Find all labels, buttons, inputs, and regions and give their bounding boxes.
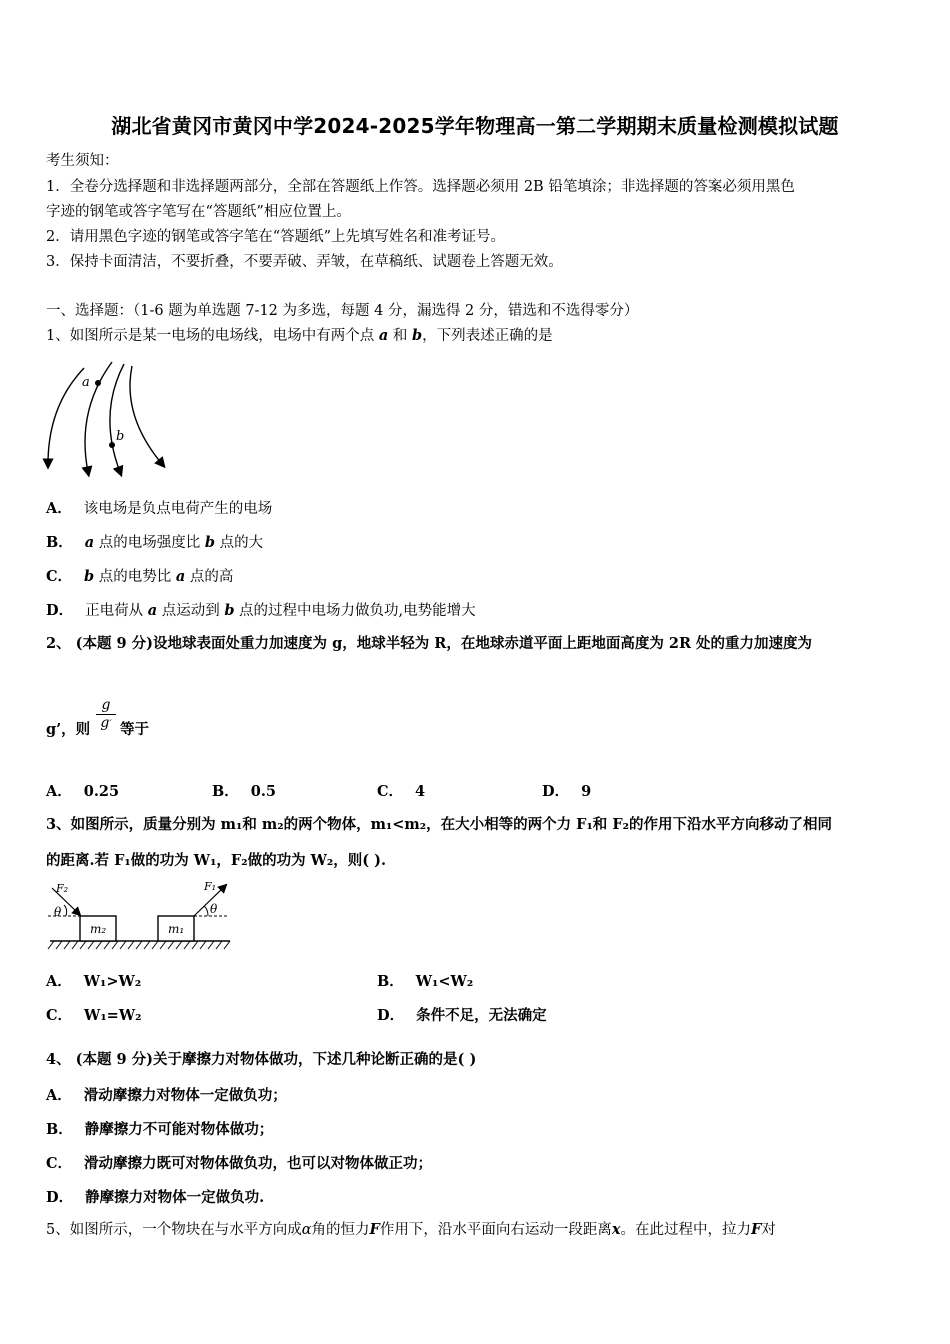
f2-angle-arc — [64, 905, 67, 916]
q4-option-b[interactable]: B． 静摩擦力不可能对物体做功； — [46, 1121, 274, 1138]
q1-var-a: a — [378, 327, 389, 344]
point-b — [109, 442, 115, 448]
field-line-3 — [110, 364, 124, 472]
label-theta-right: θ — [210, 902, 218, 916]
field-line-1 — [48, 368, 84, 464]
label-a: a — [82, 375, 90, 390]
section-header: 一、选择题：（1-6 题为单选题 7-12 为多选，每题 4 分，漏选得 2 分，错选和不选得零分） — [46, 303, 639, 319]
label-f2: F₂ — [56, 882, 69, 895]
q1-stem: 1、如图所示是某一电场的电场线，电场中有两个点 a 和 b，下列表述正确的是 — [46, 327, 553, 344]
q2-option-d[interactable]: D． 9 — [542, 783, 592, 800]
q3-stem-line2: 的距离.若 F₁做的功为 W₁，F₂做的功为 W₂，则( ). — [46, 852, 387, 869]
q3-option-a[interactable]: A． W₁>W₂ — [46, 973, 142, 990]
q1-field-lines-figure — [36, 356, 176, 481]
point-a — [95, 380, 101, 386]
q1-var-b: b — [411, 327, 423, 344]
ground-hatch — [48, 941, 230, 949]
notice-line-2: 2．请用黑色字迹的钢笔或答字笔在“答题纸”上先填写姓名和准考证号。 — [46, 229, 506, 245]
label-f1: F₁ — [204, 880, 217, 893]
q1-option-c[interactable]: C． b 点的电势比 a 点的高 — [46, 568, 234, 585]
q4-option-a[interactable]: A． 滑动摩擦力对物体一定做负功； — [46, 1087, 287, 1104]
q3-option-d[interactable]: D． 条件不足，无法确定 — [377, 1007, 547, 1024]
q2-option-b[interactable]: B． 0.5 — [212, 783, 276, 800]
q5-stem: 5、如图所示，一个物块在与水平方向成α角的恒力F作用下，沿水平面向右运动一段距离x。在此过程中，拉力F对 — [46, 1221, 776, 1238]
field-line-4 — [130, 366, 162, 464]
notice-line-3: 3．保持卡面清洁，不要折叠，不要弄破、弄皱，在草稿纸、试题卷上答题无效。 — [46, 254, 563, 270]
q1-option-a[interactable]: A． 该电场是负点电荷产生的电场 — [46, 500, 273, 517]
page-title: 湖北省黄冈市黄冈中学2024-2025学年物理高一第二学期期末质量检测模拟试题 — [111, 114, 839, 138]
q3-stem-line1: 3、如图所示，质量分别为 m₁和 m₂的两个物体，m₁<m₂，在大小相等的两个力 F₁和 F₂的作用下沿水平方向移动了相同 — [46, 816, 832, 833]
f1-angle-arc — [204, 906, 208, 916]
q2-option-c[interactable]: C． 4 — [377, 783, 426, 800]
q3-option-c[interactable]: C． W₁=W₂ — [46, 1007, 142, 1024]
q2-frac-den: g — [100, 715, 110, 731]
q3-blocks-figure — [44, 876, 236, 956]
q1-option-b[interactable]: B． a 点的电场强度比 b 点的大 — [46, 534, 264, 551]
q4-stem: 4、 (本题 9 分)关于摩擦力对物体做功，下述几种论断正确的是( ) — [46, 1051, 477, 1068]
q4-option-c[interactable]: C． 滑动摩擦力既可对物体做负功，也可以对物体做正功； — [46, 1155, 433, 1172]
notice-heading: 考生须知： — [46, 153, 119, 169]
label-m2: m₂ — [90, 922, 107, 936]
notice-line-1: 1．全卷分选择题和非选择题两部分，全部在答题纸上作答。选择题必须用 2B 铅笔填涂；非选择题的答案必须用黑色 — [46, 179, 795, 195]
q2-option-a[interactable]: A． 0.25 — [46, 783, 120, 800]
q2-frac-num: g — [101, 697, 111, 713]
label-theta-left: θ — [54, 905, 62, 919]
q4-option-d[interactable]: D． 静摩擦力对物体一定做负功. — [46, 1189, 265, 1206]
q2-stem: 2、 (本题 9 分)设地球表面处重力加速度为 g，地球半轻为 R，在地球赤道平面上距地面高度为 2R 处的重力加速度为 — [46, 635, 813, 652]
q1-option-d[interactable]: D． 正电荷从 a 点运动到 b 点的过程中电场力做负功,电势能增大 — [46, 602, 476, 619]
q2-fraction: g g′ — [94, 697, 118, 731]
label-b: b — [116, 429, 125, 444]
notice-line-1-cont: 字迹的钢笔或答字笔写在“答题纸”相应位置上。 — [46, 204, 351, 220]
q3-option-b[interactable]: B． W₁<W₂ — [377, 973, 474, 990]
label-m1: m₁ — [168, 922, 185, 936]
q2-line2-post: 等于 — [120, 721, 149, 738]
q2-line2-pre: g’，则 — [46, 721, 91, 738]
